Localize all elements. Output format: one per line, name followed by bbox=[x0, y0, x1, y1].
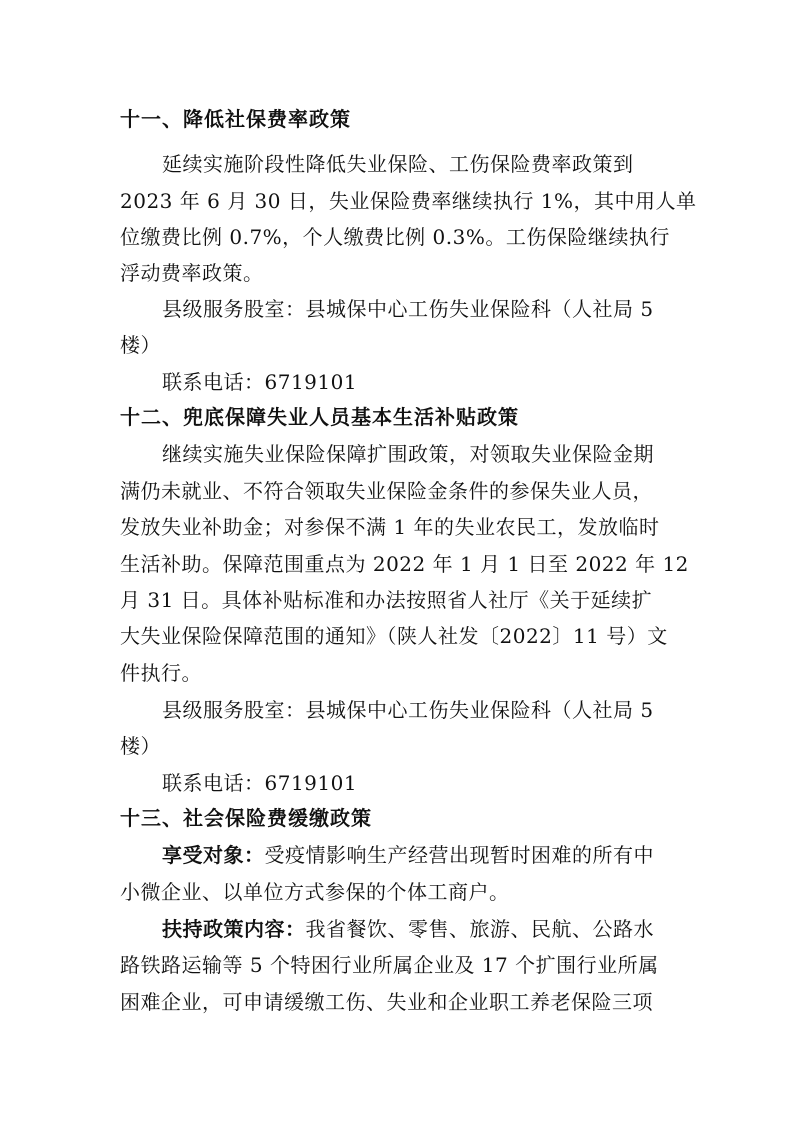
office-line: 县级服务股室：县城保中心工伤失业保险科（人社局 5 bbox=[162, 698, 654, 722]
paragraph-line: 小微企业、以单位方式参保的个体工商户。 bbox=[120, 880, 510, 904]
office-line: 楼） bbox=[120, 734, 161, 758]
target-label: 享受对象： bbox=[162, 843, 265, 867]
paragraph-line: 生活补助。保障范围重点为 2022 年 1 月 1 日至 2022 年 12 bbox=[120, 552, 689, 576]
paragraph-line: 大失业保险保障范围的通知》（陕人社发〔2022〕11 号）文 bbox=[120, 624, 668, 648]
paragraph-line: 满仍未就业、不符合领取失业保险金条件的参保失业人员， bbox=[120, 479, 653, 503]
paragraph-line: 位缴费比例 0.7%，个人缴费比例 0.3%。工伤保险继续执行 bbox=[120, 225, 670, 249]
content-label: 扶持政策内容： bbox=[162, 917, 306, 941]
paragraph-line bbox=[162, 840, 680, 870]
paragraph-line: 延续实施阶段性降低失业保险、工伤保险费率政策到 bbox=[162, 152, 634, 176]
section-heading: 十二、兜底保障失业人员基本生活补贴政策 bbox=[120, 405, 519, 429]
phone-line: 联系电话：6719101 bbox=[162, 771, 358, 795]
target-text: 受疫情影响生产经营出现暂时困难的所有中 bbox=[264, 843, 654, 867]
paragraph-line: 2023 年 6 月 30 日，失业保险费率继续执行 1%，其中用人单 bbox=[120, 189, 697, 213]
paragraph-line: 困难企业，可申请缓缴工伤、失业和企业职工养老保险三项 bbox=[120, 990, 653, 1014]
paragraph-line: 件执行。 bbox=[120, 661, 202, 685]
paragraph-line bbox=[162, 914, 680, 944]
section-heading: 十三、社会保险费缓缴政策 bbox=[120, 806, 372, 830]
paragraph-line: 月 31 日。具体补贴标准和办法按照省人社厅《关于延续扩 bbox=[120, 588, 653, 612]
content-text: 我省餐饮、零售、旅游、民航、公路水 bbox=[305, 917, 654, 941]
phone-line: 联系电话：6719101 bbox=[162, 370, 358, 394]
office-line: 楼） bbox=[120, 333, 161, 357]
paragraph-line: 路铁路运输等 5 个特困行业所属企业及 17 个扩围行业所属 bbox=[120, 953, 659, 977]
paragraph-line: 发放失业补助金；对参保不满 1 年的失业农民工，发放临时 bbox=[120, 515, 660, 539]
office-line: 县级服务股室：县城保中心工伤失业保险科（人社局 5 bbox=[162, 297, 654, 321]
paragraph-line: 浮动费率政策。 bbox=[120, 261, 264, 285]
paragraph-line: 继续实施失业保险保障扩围政策，对领取失业保险金期 bbox=[162, 442, 654, 466]
section-heading: 十一、降低社保费率政策 bbox=[120, 107, 351, 131]
